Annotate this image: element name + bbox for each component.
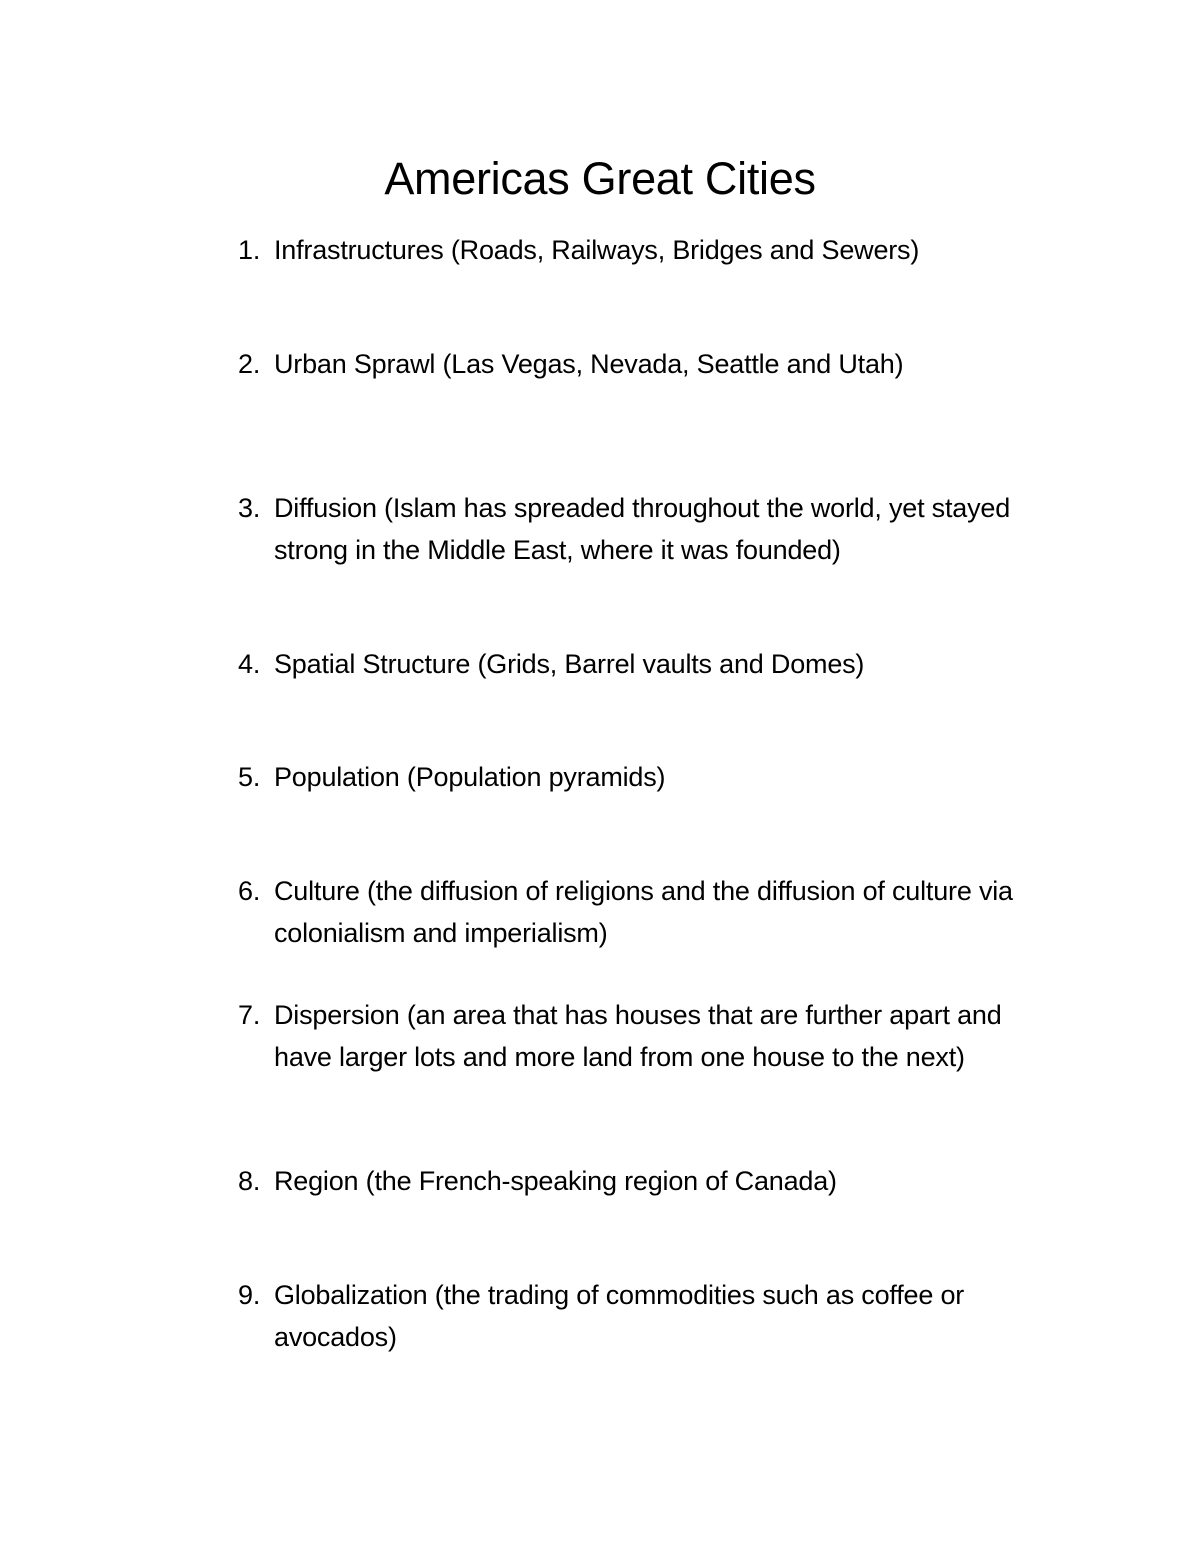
list-item-number: 7. <box>238 1000 261 1030</box>
list-item <box>238 994 1078 1078</box>
list-item-text: Globalization (the trading of commodities such as coffee or avocados) <box>274 1280 965 1352</box>
list-item <box>238 487 1078 571</box>
list-item <box>238 643 1078 685</box>
list-item-number: 8. <box>238 1166 261 1196</box>
list-item <box>238 756 1078 798</box>
list-item-text: Culture (the diffusion of religions and the diffusion of culture via colonialism and imperialism) <box>274 876 1013 948</box>
page-title: Americas Great Cities <box>384 153 816 204</box>
list-item-text: Diffusion (Islam has spreaded throughout the world, yet stayed strong in the Middle East, where it was founded) <box>274 493 1011 565</box>
list-item <box>238 229 1078 271</box>
list-item <box>238 1160 1078 1202</box>
list-item-number: 5. <box>238 762 261 792</box>
list-item-number: 4. <box>238 649 261 679</box>
list-item-text: Urban Sprawl (Las Vegas, Nevada, Seattle and Utah) <box>274 349 904 379</box>
list-item-text: Region (the French-speaking region of Canada) <box>274 1166 837 1196</box>
list-item-number: 2. <box>238 349 261 379</box>
list-item-text: Dispersion (an area that has houses that are further apart and have larger lots and more land from one house to the next) <box>274 1000 1002 1072</box>
list-item-number: 6. <box>238 876 261 906</box>
list-item <box>238 1274 1078 1358</box>
list-item-text: Population (Population pyramids) <box>274 762 666 792</box>
list-item-number: 3. <box>238 493 261 523</box>
list-item-text: Spatial Structure (Grids, Barrel vaults and Domes) <box>274 649 865 679</box>
list-item <box>238 343 1078 385</box>
list-item <box>238 870 1078 954</box>
list-item-text: Infrastructures (Roads, Railways, Bridges and Sewers) <box>274 235 920 265</box>
list-item-number: 9. <box>238 1280 261 1310</box>
list-item-number: 1. <box>238 235 261 265</box>
